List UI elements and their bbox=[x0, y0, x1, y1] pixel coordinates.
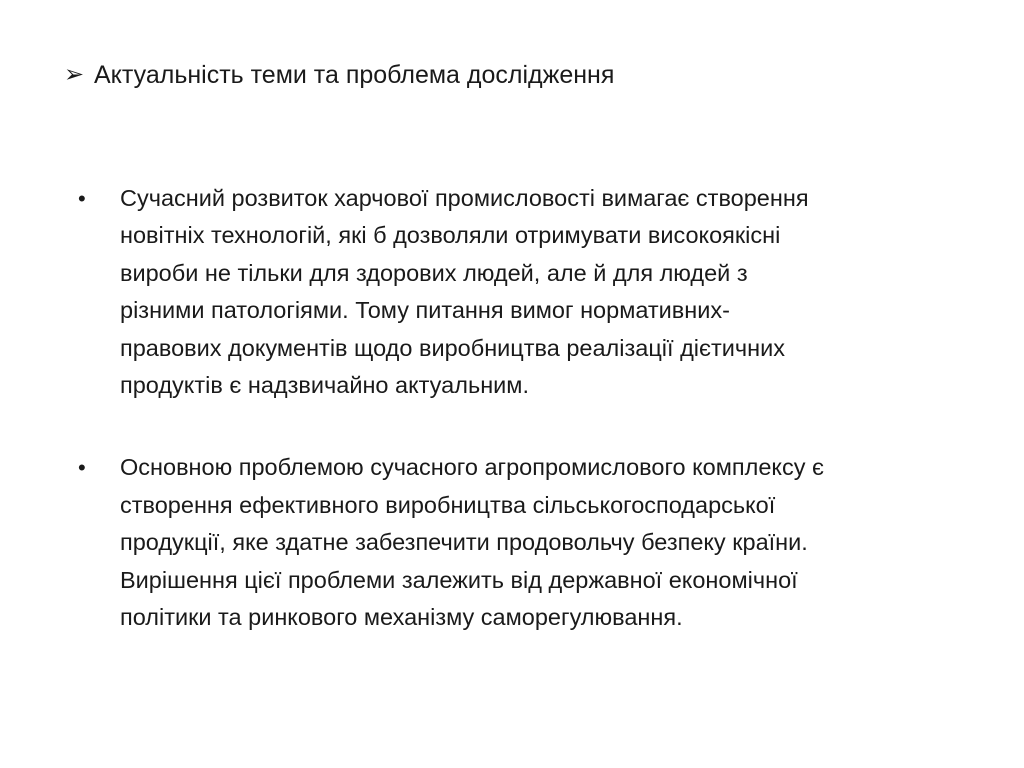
bullet-text: Основною проблемою сучасного агропромислового комплексу є створення ефективного виробництва сільськогосподарської продукції, яке здатне забезпечити продовольчу безпеку країни. Вирішення цієї проблеми залежить від державної економічної політики та ринкового механізму саморегулювання. bbox=[120, 454, 824, 631]
arrow-bullet-icon: ➢ bbox=[64, 61, 85, 88]
bullet-text: Сучасний розвиток харчової промисловості вимагає створення новітніх технологій, які б дозволяли отримувати високоякісні вироби не тільки для здорових людей, але й для людей з різними патологіями. Тому питання вимог нормативних- правових документів щодо виробництва реалізації дієтичних продуктів є надзвичайно актуальним. bbox=[120, 185, 809, 399]
bullet-dot-icon: • bbox=[78, 186, 86, 211]
slide-title-text: Актуальність теми та проблема дослідження bbox=[94, 61, 615, 89]
bullet-dot-icon: • bbox=[78, 455, 86, 481]
slide-title bbox=[64, 58, 614, 92]
bullet-list bbox=[78, 180, 998, 681]
bullet-item bbox=[78, 449, 998, 636]
bullet-item bbox=[78, 180, 998, 404]
